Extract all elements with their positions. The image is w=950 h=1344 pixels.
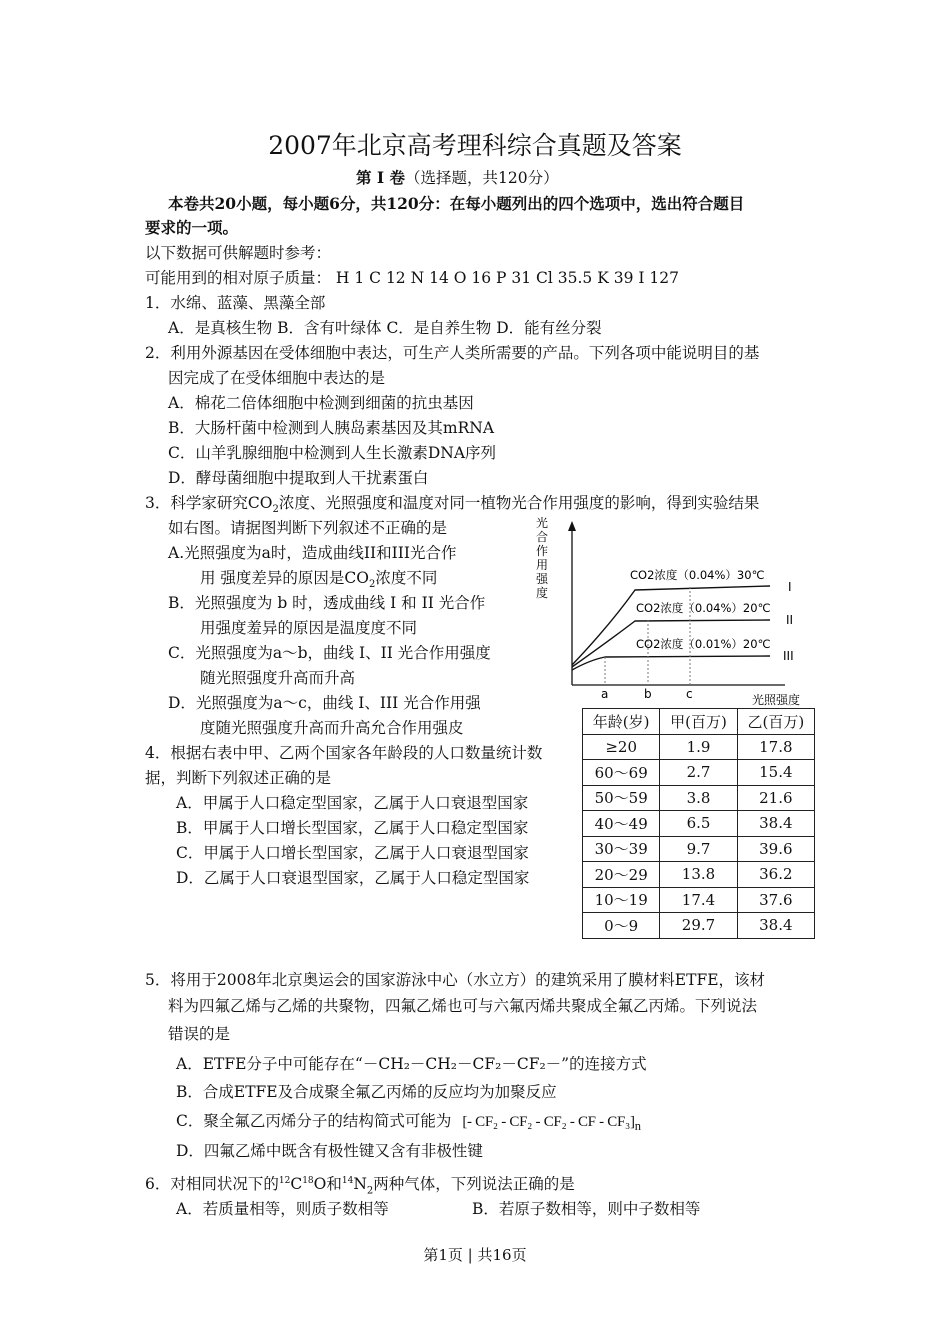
q6-option-b: B．若原子数相等，则中子数相等: [472, 1200, 701, 1218]
section-heading: [356, 168, 559, 188]
q6-stem: [145, 1171, 575, 1201]
q5-stem-2: 料为四氟乙烯与乙烯的共聚物，四氟乙烯也可与六氟丙烯共聚成全氟乙丙烯。下列说法: [168, 997, 758, 1015]
table-header-age: 年龄(岁): [583, 709, 660, 735]
q2-stem-2: 因完成了在受体细胞中表达的是: [168, 369, 386, 387]
cell-age: 0～9: [583, 913, 660, 939]
table-row: [583, 887, 815, 913]
table-row: [583, 913, 815, 939]
table-row: [583, 811, 815, 837]
page-footer: 第1页 | 共16页: [423, 1246, 527, 1264]
cell-age: 30～39: [583, 836, 660, 862]
x-tick-c: c: [686, 687, 693, 701]
cell-yi: 15.4: [737, 760, 814, 786]
table-row: [583, 785, 815, 811]
q4-stem-2: 据，判断下列叙述正确的是: [145, 769, 332, 787]
cell-age: 10～19: [583, 887, 660, 913]
page-title: 2007年北京高考理科综合真题及答案: [268, 131, 682, 160]
q6-sup-12: 12: [278, 1176, 291, 1186]
cell-age: ≥20: [583, 734, 660, 760]
q5-option-a: A．ETFE分子中可能存在“－CH₂－CH₂－CF₂－CF₂－”的连接方式: [176, 1055, 647, 1073]
cell-yi: 21.6: [737, 785, 814, 811]
q5-formula-n: n: [634, 1119, 641, 1133]
x-tick-a: a: [601, 687, 609, 701]
q6-sup-14: 14: [341, 1176, 354, 1186]
series-label-III: CO2浓度（0.01%）20℃: [636, 637, 771, 651]
q6-c: C: [290, 1175, 303, 1194]
q5-option-d: D．四氟乙烯中既含有极性键又含有非极性键: [176, 1142, 483, 1160]
series-name-II: II: [786, 613, 794, 627]
q3-option-a-2a: 用 强度差异的原因是CO: [200, 569, 369, 587]
q3-option-a-sub: 2: [369, 579, 376, 591]
cell-age: 20～29: [583, 862, 660, 888]
table-header-jia: 甲(百万): [660, 709, 737, 735]
cell-jia: 9.7: [660, 836, 737, 862]
curve-III: [572, 656, 770, 670]
q5-formula-body: [- CF₂ - CF₂ - CF₂ - CF - CF₃]: [462, 1114, 635, 1130]
q6-option-a: A．若质量相等，则质子数相等: [176, 1200, 389, 1218]
table-row: [583, 836, 815, 862]
q3-stem-1a: 3．科学家研究CO: [145, 494, 273, 512]
cell-jia: 1.9: [660, 734, 737, 760]
chart-xlabel: 光照强度: [752, 693, 801, 707]
cell-yi: 36.2: [737, 862, 814, 888]
cell-jia: 17.4: [660, 887, 737, 913]
atomic-masses: 可能用到的相对原子质量： H 1 C 12 N 14 O 16 P 31 Cl 35.5 K 39 I 127: [145, 269, 680, 287]
intro-line-2: 要求的一项。: [145, 218, 239, 237]
q6-o: O和: [313, 1175, 342, 1194]
cell-age: 60～69: [583, 760, 660, 786]
table-row: [583, 760, 815, 786]
intro-line-1: 本卷共20小题，每小题6分，共120分：在每小题列出的四个选项中，选出符合题目: [168, 194, 745, 213]
q3-stem-2: 如右图。请据图判断下列叙述不正确的是: [168, 519, 448, 537]
cell-yi: 38.4: [737, 811, 814, 837]
q2-option-a: A．棉花二倍体细胞中检测到细菌的抗虫基因: [168, 394, 474, 412]
q6-stem-b: 两种气体，下列说法正确的是: [373, 1175, 575, 1194]
q6-stem-a: 6．对相同状况下的: [145, 1175, 279, 1194]
table-row: [583, 862, 815, 888]
cell-yi: 37.6: [737, 887, 814, 913]
series-name-III: III: [783, 649, 794, 663]
q3-option-b-1: B．光照强度为 b 时，透成曲线 I 和 II 光合作: [168, 594, 486, 612]
q3-option-c-1: C．光照强度为a～b，曲线 I、II 光合作用强度: [168, 644, 491, 662]
cell-yi: 17.8: [737, 734, 814, 760]
table-row: [583, 734, 815, 760]
q6-sup-18: 18: [302, 1176, 314, 1186]
q2-option-b: B．大肠杆菌中检测到人胰岛素基因及其mRNA: [168, 419, 495, 437]
q2-stem-1: 2．利用外源基因在受体细胞中表达，可生产人类所需要的产品。下列各项中能说明目的基: [145, 344, 760, 362]
x-tick-b: b: [644, 687, 652, 701]
section-heading-label: 第 I 卷: [356, 168, 406, 187]
q4-option-a: A．甲属于人口稳定型国家，乙属于人口衰退型国家: [176, 794, 529, 812]
q3-option-a-2: [200, 568, 437, 595]
q3-option-a-2b: 浓度不同: [375, 569, 438, 587]
section-heading-note: （选择题，共120分）: [405, 169, 559, 187]
q4-option-b: B．甲属于人口增长型国家，乙属于人口稳定型国家: [176, 819, 529, 837]
q4-option-d: D．乙属于人口衰退型国家，乙属于人口稳定型国家: [176, 869, 530, 887]
q3-option-d-1: D．光照强度为a～c，曲线 I、III 光合作用强: [168, 694, 481, 712]
q5-option-b: B．合成ETFE及合成聚全氟乙丙烯的反应均为加聚反应: [176, 1083, 557, 1101]
q1-stem: 1．水绵、蓝藻、黑藻全部: [145, 294, 326, 312]
q3-option-a-1: A.光照强度为a时，造成曲线II和III光合作: [168, 544, 457, 562]
q5-stem-1: 5．将用于2008年北京奥运会的国家游泳中心（水立方）的建筑采用了膜材料ETFE，该材: [145, 971, 766, 989]
q3-option-d-2: 度随光照强度升高而升高允合作用强皮: [200, 719, 464, 737]
q5-option-c: [176, 1111, 641, 1136]
q6-sub-2: 2: [366, 1185, 374, 1197]
q2-option-d: D．酵母菌细胞中提取到人干扰素蛋白: [168, 469, 429, 487]
cell-jia: 2.7: [660, 760, 737, 786]
population-table: [582, 708, 815, 939]
cell-yi: 38.4: [737, 913, 814, 939]
q5-formula: [462, 1114, 641, 1133]
table-header-row: [583, 709, 815, 735]
chart-ylabel: 光合作用强度: [536, 516, 549, 600]
cell-age: 50～59: [583, 785, 660, 811]
q3-option-c-2: 随光照强度升高而升高: [200, 669, 356, 687]
cell-jia: 29.7: [660, 913, 737, 939]
curve-I: [572, 586, 770, 665]
q6-n: N: [353, 1175, 367, 1194]
series-name-I: I: [788, 580, 792, 594]
cell-age: 40～49: [583, 811, 660, 837]
cell-jia: 3.8: [660, 785, 737, 811]
q4-option-c: C．甲属于人口增长型国家，乙属于人口衰退型国家: [176, 844, 529, 862]
q3-option-b-2: 用强度羞异的原因是温度度不同: [200, 619, 418, 637]
cell-yi: 39.6: [737, 836, 814, 862]
series-label-II: CO2浓度（0.04%）20℃: [636, 601, 771, 615]
q3-stem-1b: 浓度、光照强度和温度对同一植物光合作用强度的影响，得到实验结果: [278, 494, 760, 512]
photosynthesis-chart: [530, 515, 820, 710]
q2-option-c: C．山羊乳腺细胞中检测到人生长激素DNA序列: [168, 444, 497, 462]
cell-jia: 6.5: [660, 811, 737, 837]
q4-stem-1: 4．根据右表中甲、乙两个国家各年龄段的人口数量统计数: [145, 744, 543, 762]
table-header-yi: 乙(百万): [737, 709, 814, 735]
series-label-I: CO2浓度（0.04%）30℃: [630, 568, 765, 582]
intro-ref: 以下数据可供解题时参考：: [145, 244, 332, 262]
cell-jia: 13.8: [660, 862, 737, 888]
y-axis-arrow: [568, 521, 576, 531]
q3-sub: 2: [272, 504, 279, 516]
q5-option-c-text: C．聚全氟乙丙烯分子的结构简式可能为: [176, 1112, 452, 1130]
q1-options: A．是真核生物 B．含有叶绿体 C．是自养生物 D．能有丝分裂: [168, 319, 602, 337]
q5-stem-3: 错误的是: [168, 1025, 231, 1043]
